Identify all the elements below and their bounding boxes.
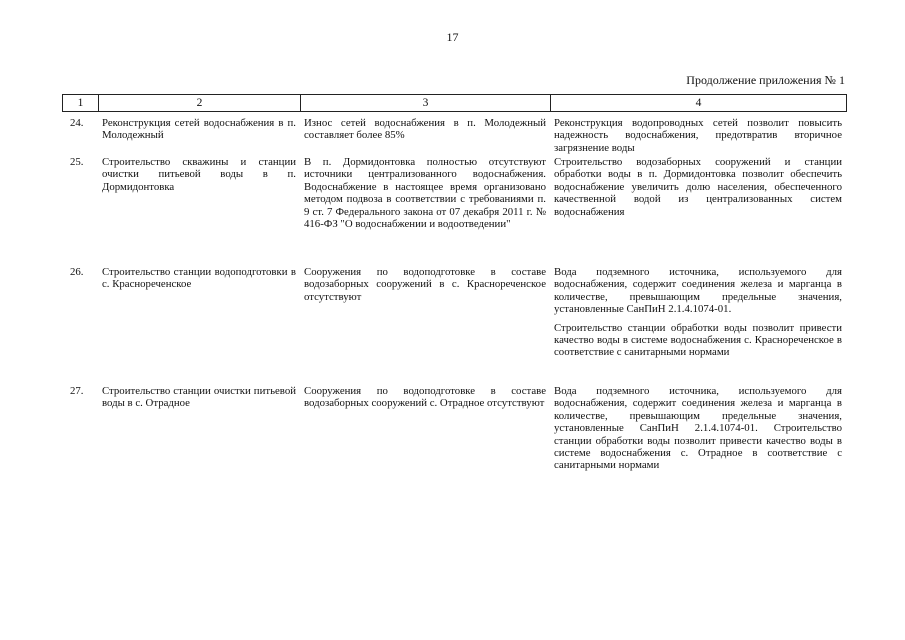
row-number: 26. <box>70 266 84 278</box>
table-row <box>62 266 846 385</box>
current-state: Сооружения по водоподготовке в составе водозаборных сооружений с. Отрадное отсутствуют <box>304 385 546 410</box>
measure-name: Строительство скважины и станции очистки питьевой воды в п. Дормидонтовка <box>102 156 296 193</box>
table-row <box>62 156 846 266</box>
table-row <box>62 385 846 485</box>
continuation-label: Продолжение приложения № 1 <box>686 73 845 87</box>
expected-effect <box>550 385 846 485</box>
row-number: 25. <box>70 156 84 168</box>
header-cell-3: 3 <box>301 95 551 112</box>
effect-paragraph: Вода подземного источника, используемого для водоснабжения, содержит соединения железа и марганца в количестве, превышающим предельные значения, установленные СанПиН 2.1.4.1074-01. Строительство станции обработки воды позволит привести качество воды в системе водоснабжения с. Отрадное в соответствие с санитарными нормами <box>554 385 842 472</box>
header-row <box>63 95 847 112</box>
expected-effect <box>550 117 846 156</box>
measure-name: Строительство станции водоподготовки в с. Краснореченское <box>102 266 296 291</box>
measure-name: Строительство станции очистки питьевой воды в с. Отрадное <box>102 385 296 410</box>
header-cell-2: 2 <box>99 95 301 112</box>
current-state: Сооружения по водоподготовке в составе водозаборных сооружений в с. Краснореченское отсутствуют <box>304 266 546 303</box>
column-number-header <box>62 94 847 112</box>
current-state: Износ сетей водоснабжения в п. Молодежный составляет более 85% <box>304 117 546 142</box>
header-cell-4: 4 <box>551 95 847 112</box>
expected-effect <box>550 266 846 385</box>
effect-paragraph: Реконструкция водопроводных сетей позволит повысить надежность водоснабжения, предотвратив вторичное загрязнение воды <box>554 117 842 154</box>
current-state: В п. Дормидонтовка полностью отсутствуют источники централизованного водоснабжения. Водоснабжение в настоящее время организовано методом подвоза в соответствии с требованиями п. 9 ст. 7 Федерального закона от 07 декабря 2011 г. № 416-ФЗ "О водоснабжении и водоотведении" <box>304 156 546 231</box>
page-number: 17 <box>446 30 459 44</box>
row-number: 27. <box>70 385 84 397</box>
row-number: 24. <box>70 117 84 129</box>
effect-paragraph: Вода подземного источника, используемого для водоснабжения, содержит соединения железа и марганца в количестве, превышающим предельные значения, установленные СанПиН 2.1.4.1074-01. <box>554 266 842 316</box>
effect-paragraph: Строительство водозаборных сооружений и станции обработки воды в п. Дормидонтовка позволит обеспечить водоснабжение увеличить долю населения, обеспеченного качественной водой из централизованных систем водоснабжения <box>554 156 842 218</box>
measure-name: Реконструкция сетей водоснабжения в п. Молодежный <box>102 117 296 142</box>
header-cell-1: 1 <box>63 95 99 112</box>
table-row <box>62 117 846 156</box>
effect-paragraph: Строительство станции обработки воды позволит привести качество воды в системе водоснабжения с. Краснореченское в соответствие с санитарными нормами <box>554 321 842 359</box>
table-body <box>62 117 846 485</box>
expected-effect <box>550 156 846 266</box>
